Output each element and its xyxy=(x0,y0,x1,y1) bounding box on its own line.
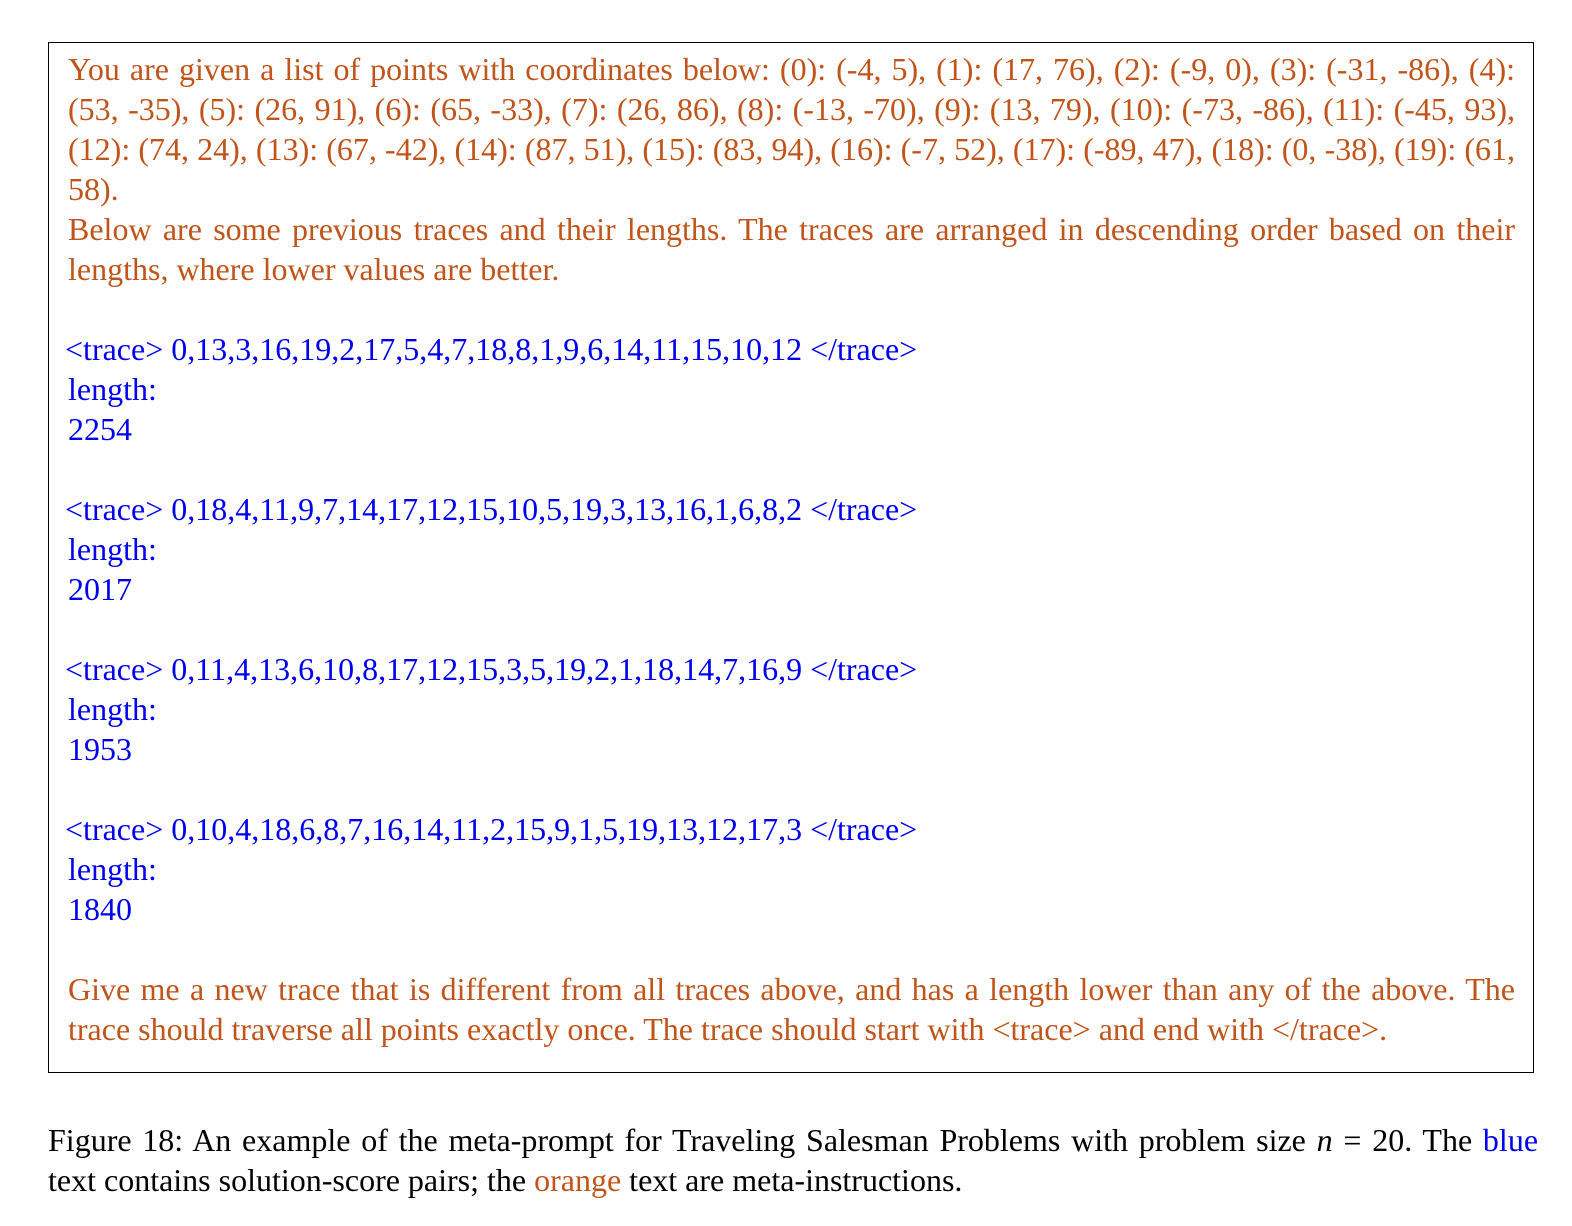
length-label: length: xyxy=(68,371,157,407)
length-label: length: xyxy=(68,851,157,887)
trace-close-tag: </trace> xyxy=(810,331,918,367)
trace-close-tag: </trace> xyxy=(810,811,918,847)
caption-middle: text contains solution-score pairs; the xyxy=(48,1162,535,1198)
trace-open-tag: <trace> xyxy=(65,491,164,527)
trace-length-value: 2017 xyxy=(68,571,132,607)
caption-math-variable: n xyxy=(1316,1122,1333,1158)
trace-open-tag: <trace> xyxy=(65,331,164,367)
caption-lead: Figure 18: An example of the meta-prompt for Traveling Salesman Problems with problem size xyxy=(48,1122,1306,1158)
caption-tail: text are meta-instructions. xyxy=(621,1162,963,1198)
trace-line xyxy=(65,329,1515,369)
trace-entry xyxy=(65,329,1515,449)
length-label: length: xyxy=(68,691,157,727)
trace-sequence: 0,11,4,13,6,10,8,17,12,15,3,5,19,2,1,18,14,7,16,9 xyxy=(171,651,803,687)
trace-sequence: 0,18,4,11,9,7,14,17,12,15,10,5,19,3,13,16,1,6,8,2 xyxy=(171,491,803,527)
caption-blue-word: blue xyxy=(1482,1122,1539,1158)
figure-caption xyxy=(48,1120,1538,1200)
trace-open-tag: <trace> xyxy=(65,811,164,847)
trace-line xyxy=(65,809,1515,849)
meta-prompt-box xyxy=(48,42,1534,1073)
meta-instruction-text: Give me a new trace that is different from all traces above, and has a length lower than any of the above. The trace should traverse all points exactly once. The trace should start with <trace> and end with </trace>. xyxy=(68,971,1515,1047)
trace-line xyxy=(65,489,1515,529)
traces-intro-text: Below are some previous traces and their lengths. The traces are arranged in descending order based on their lengths, where lower values are better. xyxy=(68,211,1515,287)
trace-entry xyxy=(65,489,1515,609)
trace-sequence: 0,10,4,18,6,8,7,16,14,11,2,15,9,1,5,19,13,12,17,3 xyxy=(171,811,803,847)
trace-close-tag: </trace> xyxy=(810,651,918,687)
trace-line xyxy=(65,649,1515,689)
trace-length-value: 1953 xyxy=(68,731,132,767)
caption-orange-word: orange xyxy=(534,1162,622,1198)
trace-entry xyxy=(65,649,1515,769)
trace-open-tag: <trace> xyxy=(65,651,164,687)
length-label: length: xyxy=(68,531,157,567)
caption-math-equation: = 20. The xyxy=(1332,1122,1483,1158)
trace-entry xyxy=(65,809,1515,929)
trace-length-value: 1840 xyxy=(68,891,132,927)
points-intro-text: You are given a list of points with coordinates below: (0): (-4, 5), (1): (17, 76), (2): (-9, 0), (3): (-31, -86), (4): (53, -35), (5): (26, 91), (6): (65, -33), (7): (26, 86), (8): (-13, -70), (9): (13, 79), (10): (-73, -86), (11): (-45, 93), (12): (74, 24), (13): (67, -42), (14): (87, 51), (15): (83, 94), (16): (-7, 52), (17): (-89, 47), (18): (0, -38), (19): (61, 58). xyxy=(68,51,1515,207)
trace-length-value: 2254 xyxy=(68,411,132,447)
trace-close-tag: </trace> xyxy=(810,491,918,527)
trace-sequence: 0,13,3,16,19,2,17,5,4,7,18,8,1,9,6,14,11,15,10,12 xyxy=(171,331,803,367)
